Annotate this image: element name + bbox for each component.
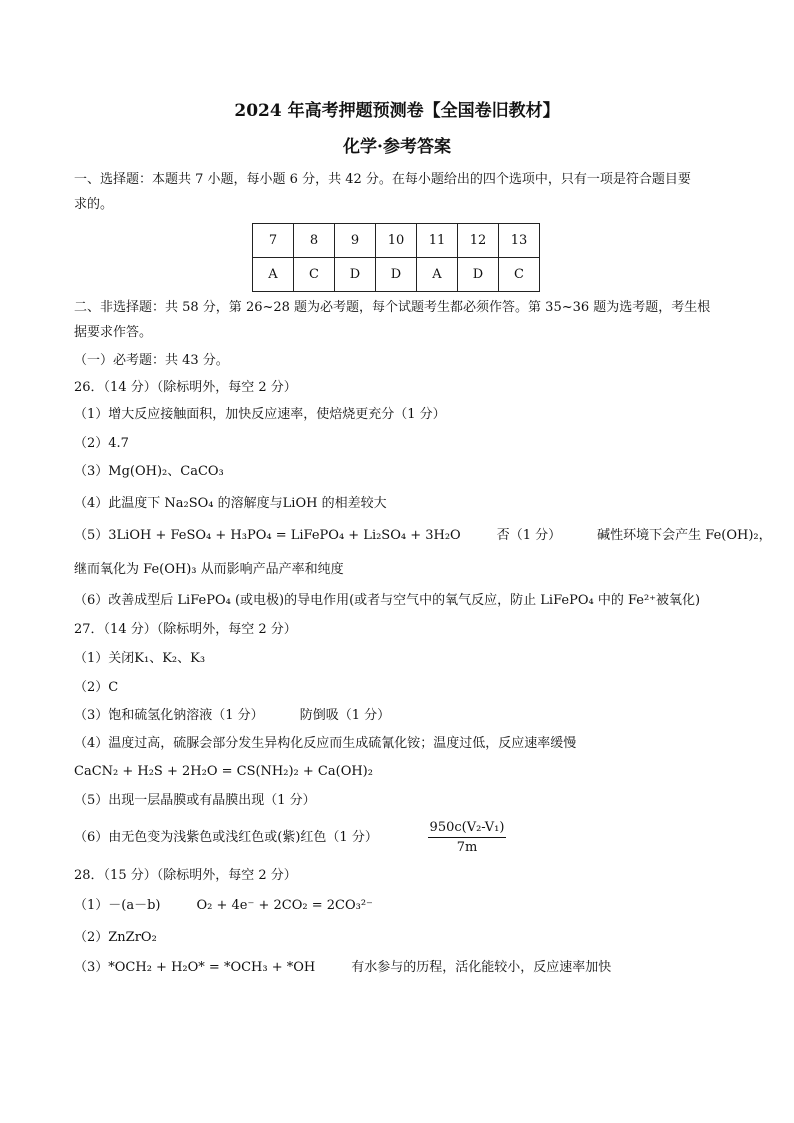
q28-answer-3 (74, 958, 611, 978)
table-cell: C (294, 258, 335, 292)
q27-answer-6: （6）由无色变为浅紫色或浅红色或(紫)红色（1 分） (74, 830, 378, 845)
q26-answer-1: （1）增大反应接触面积，加快反应速率，使焙烧更充分（1 分） (74, 407, 446, 422)
q26-answer-2: （2）4.7 (74, 436, 129, 451)
q28-answer-2: （2）ZnZrO₂ (74, 930, 157, 945)
q27-answer-3a: （3）饱和硫氢化钠溶液（1 分） (74, 708, 264, 723)
answer-table (252, 223, 540, 292)
q26-answer-5 (74, 526, 772, 546)
q27-answer-1: （1）关闭K₁、K₂、K₃ (74, 651, 206, 666)
q28-answer-3-equation: （3）*OCH₂ + H₂O* = *OCH₃ + *OH (74, 960, 316, 975)
q26-answer-5-reason: 碱性环境下会产生 Fe(OH)₂， (597, 528, 772, 543)
exam-subtitle: 化学·参考答案 (343, 137, 451, 157)
q26-answer-5-no: 否（1 分） (496, 528, 562, 543)
table-cell: D (335, 258, 376, 292)
table-cell: C (499, 258, 540, 292)
question-number-row (253, 224, 540, 258)
section2-part1: （一）必考题：共 43 分。 (74, 353, 229, 368)
q26-answer-4: （4）此温度下 Na₂SO₄ 的溶解度与LiOH 的相差较大 (74, 496, 387, 511)
table-cell: 12 (458, 224, 499, 258)
section1-heading: 一、选择题：本题共 7 小题，每小题 6 分，共 42 分。在每小题给出的四个选项中，只有一项是符合题目要 (74, 172, 691, 187)
q28-head: 28．（15 分）（除标明外，每空 2 分） (74, 868, 297, 883)
q26-answer-5-cont: 继而氧化为 Fe(OH)₃ 从而影响产品产率和纯度 (74, 562, 344, 577)
q26-answer-5-equation: （5）3LiOH + FeSO₄ + H₃PO₄ = LiFePO₄ + Li₂SO₄ + 3H₂O (74, 528, 461, 543)
table-cell: A (417, 258, 458, 292)
table-cell: 11 (417, 224, 458, 258)
q26-head: 26．（14 分）（除标明外，每空 2 分） (74, 380, 297, 395)
q27-answer-3b: 防倒吸（1 分） (299, 708, 391, 723)
answer-row (253, 258, 540, 292)
q26-answer-6: （6）改善成型后 LiFePO₄ (或电极)的导电作用(或者与空气中的氧气反应，防止 LiFePO₄ 中的 Fe²⁺被氧化) (74, 593, 701, 608)
table-cell: 13 (499, 224, 540, 258)
q28-answer-1-equation: O₂ + 4e⁻ + 2CO₂ = 2CO₃²⁻ (196, 898, 373, 913)
table-cell: D (458, 258, 499, 292)
q27-answer-3 (74, 706, 390, 726)
q27-head: 27．（14 分）（除标明外，每空 2 分） (74, 622, 297, 637)
q27-answer-2: （2）C (74, 680, 119, 695)
section2-heading-cont: 据要求作答。 (74, 325, 153, 340)
q27-answer-6-fraction (428, 820, 506, 855)
exam-title: 2024 年高考押题预测卷【全国卷旧教材】 (234, 101, 560, 121)
fraction-numerator: 950c(V₂-V₁) (428, 820, 506, 838)
table-cell: 10 (376, 224, 417, 258)
table-cell: 7 (253, 224, 294, 258)
section1-heading-cont: 求的。 (74, 197, 114, 212)
q26-answer-3: （3）Mg(OH)₂、CaCO₃ (74, 464, 224, 479)
q28-answer-3-text: 有水参与的历程，活化能较小，反应速率加快 (351, 960, 612, 975)
q27-answer-5: （5）出现一层晶膜或有晶膜出现（1 分） (74, 793, 316, 808)
table-cell: 8 (294, 224, 335, 258)
q28-answer-1 (74, 896, 373, 916)
table-cell: A (253, 258, 294, 292)
q27-answer-4-equation: CaCN₂ + H₂S + 2H₂O = CS(NH₂)₂ + Ca(OH)₂ (74, 764, 373, 779)
table-cell: D (376, 258, 417, 292)
section2-heading: 二、非选择题：共 58 分，第 26~28 题为必考题，每个试题考生都必须作答。第 35~36 题为选考题，考生根 (74, 300, 711, 315)
q28-answer-1-value: （1）－(a－b) (74, 898, 161, 913)
q27-answer-4: （4）温度过高，硫脲会部分发生异构化反应而生成硫氰化铵；温度过低，反应速率缓慢 (74, 736, 577, 751)
fraction-denominator: 7m (456, 840, 478, 855)
table-cell: 9 (335, 224, 376, 258)
